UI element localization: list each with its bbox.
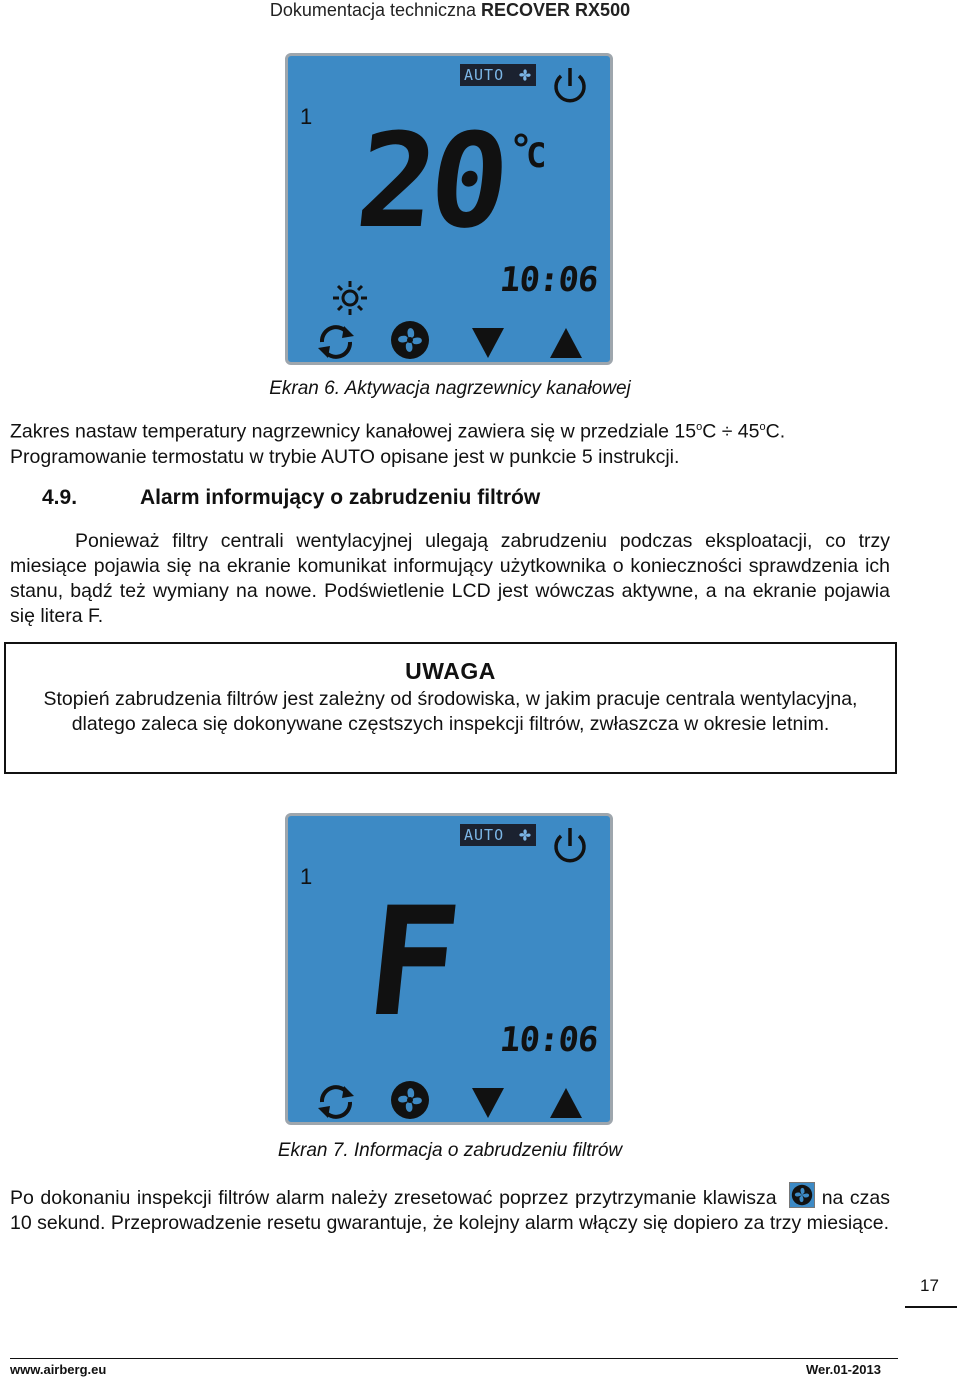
warning-text: Stopień zabrudzenia filtrów jest zależny od środowiska, w jakim pracuje centrala wentylacyjna, dlatego zaleca się dokonywane częstszych inspekcji filtrów, zwłaszcza w okresie letnim. bbox=[43, 688, 858, 735]
caption-screen-7: Ekran 7. Informacja o zabrudzeniu filtrów bbox=[277, 1140, 623, 1161]
paragraph-filter-alarm: Ponieważ filtry centrali wentylacyjnej ulegają zabrudzeniu podczas eksploatacji, co trzy miesiące pojawia się na ekranie komunikat informujący użytkownika o konieczności sprawdzenia ich stanu, bądź też wymiany na nowe. Podświetlenie LCD jest wówczas aktywne, a na ekranie pojawia się litera F. bbox=[10, 530, 890, 627]
fan-icon[interactable] bbox=[390, 1080, 430, 1120]
reset-text-a: Po dokonaniu inspekcji filtrów alarm należy zresetować poprzez przytrzymanie klawisza bbox=[10, 1187, 777, 1209]
fan-icon bbox=[517, 827, 533, 843]
fan-icon bbox=[517, 67, 533, 83]
page-header bbox=[0, 0, 900, 21]
caption-screen-6: Ekran 6. Aktywacja nagrzewnicy kanałowej bbox=[269, 378, 631, 399]
cycle-icon[interactable] bbox=[314, 1082, 358, 1122]
up-triangle-icon[interactable] bbox=[548, 326, 584, 360]
page-number: 17 bbox=[920, 1276, 939, 1295]
auto-mode-indicator bbox=[460, 824, 536, 846]
header-model: RECOVER RX500 bbox=[481, 0, 631, 20]
auto-mode-label: AUTO bbox=[464, 66, 505, 84]
header-prefix: Dokumentacja techniczna bbox=[269, 0, 482, 20]
fan-key-icon bbox=[789, 1182, 815, 1208]
up-triangle-icon[interactable] bbox=[548, 1086, 584, 1120]
clock-display: 10:06 bbox=[497, 260, 600, 300]
section-heading bbox=[42, 486, 540, 510]
lcd-screen-7 bbox=[285, 813, 613, 1125]
warning-box bbox=[4, 642, 897, 774]
footer-website: www.airberg.eu bbox=[10, 1362, 107, 1377]
section-title: Alarm informujący o zabrudzeniu filtrów bbox=[140, 486, 541, 509]
temperature-display: 20 bbox=[350, 105, 511, 257]
programming-line: Programowanie termostatu w trybie AUTO opisane jest w punkcie 5 instrukcji. bbox=[10, 445, 680, 468]
sun-icon bbox=[332, 280, 368, 316]
range-text-b: C ÷ 45 bbox=[702, 420, 760, 443]
clock-display: 10:06 bbox=[497, 1020, 600, 1060]
degree-sup-1: o bbox=[696, 421, 703, 433]
warning-title: UWAGA bbox=[405, 658, 496, 684]
footer-version: Wer.01-2013 bbox=[806, 1362, 881, 1377]
section-number: 4.9. bbox=[42, 486, 78, 509]
page-number-underline bbox=[905, 1306, 957, 1308]
range-text-c: C. bbox=[765, 420, 786, 443]
filter-letter-display: F bbox=[358, 876, 468, 1050]
cycle-icon[interactable] bbox=[314, 322, 358, 362]
temperature-unit: C bbox=[526, 136, 547, 176]
auto-mode-indicator bbox=[460, 64, 536, 86]
range-text-a: Zakres nastaw temperatury nagrzewnicy kanałowej zawiera się w przedziale 15 bbox=[10, 420, 697, 443]
paragraph-reset bbox=[10, 1182, 890, 1236]
down-triangle-icon[interactable] bbox=[470, 1086, 506, 1120]
power-icon bbox=[550, 824, 590, 868]
down-triangle-icon[interactable] bbox=[470, 326, 506, 360]
auto-mode-label: AUTO bbox=[464, 826, 505, 844]
lcd-screen-6 bbox=[285, 53, 613, 365]
power-icon bbox=[550, 64, 590, 108]
range-line bbox=[10, 415, 890, 445]
fan-icon[interactable] bbox=[390, 320, 430, 360]
zone-number: 1 bbox=[300, 104, 313, 129]
reset-text-b: na czas 10 sekund. Przeprowadzenie resetu gwarantuje, że kolejny alarm włączy się dopiero za trzy miesiące. bbox=[10, 1187, 891, 1234]
footer-divider bbox=[10, 1358, 898, 1359]
zone-number: 1 bbox=[300, 864, 313, 889]
degree-sup-2: o bbox=[759, 421, 766, 433]
paragraph-temperature-range bbox=[10, 415, 890, 470]
